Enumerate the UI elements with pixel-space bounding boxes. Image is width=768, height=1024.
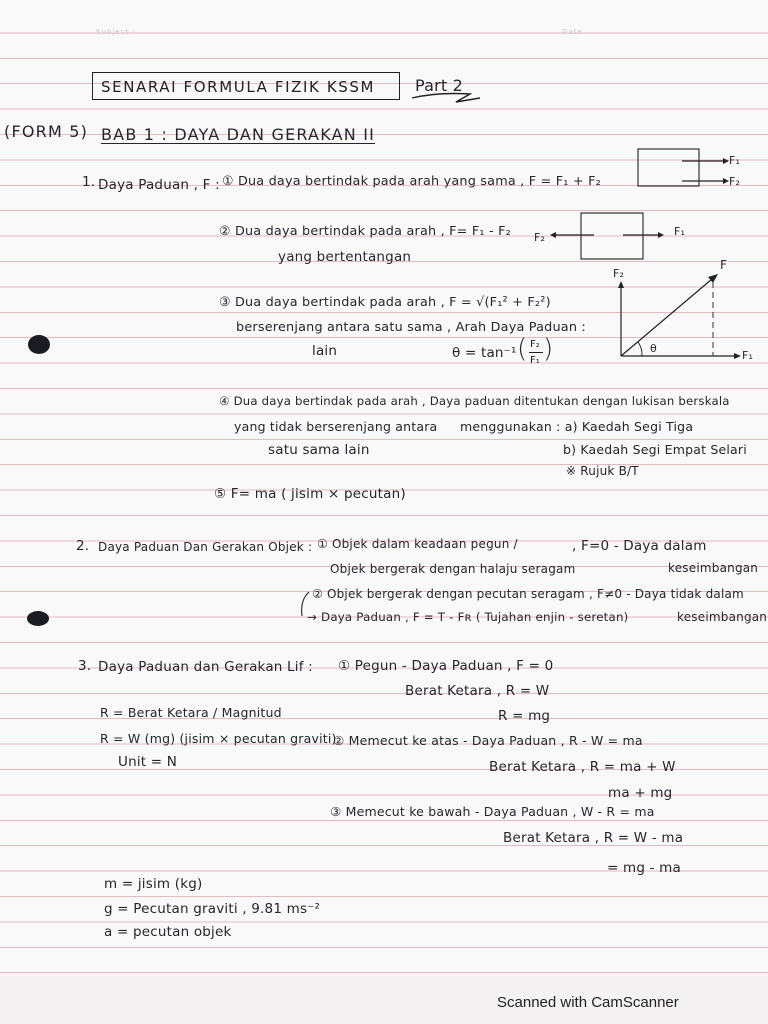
case-2-text: ② Dua daya bertindak pada arah , F= F₁ - F₂ bbox=[219, 224, 511, 239]
r-definition: R = Berat Ketara / Magnitud bbox=[100, 705, 282, 720]
binder-hole bbox=[28, 335, 50, 354]
case-4-reference: ※ Rujuk B/T bbox=[566, 464, 639, 478]
diagram-2-f2: F₂ bbox=[534, 231, 546, 244]
section-2-number: 2. bbox=[76, 538, 90, 554]
diagram-perpendicular bbox=[612, 272, 752, 372]
date-label: Date bbox=[562, 28, 583, 36]
r-formula: R = W (mg) (jisim × pecutan graviti) bbox=[100, 731, 337, 746]
case-2-text-cont: yang bertentangan bbox=[278, 249, 412, 265]
paren-open: ( bbox=[517, 334, 528, 364]
form-label: (FORM 5) bbox=[4, 122, 89, 141]
fraction-top: F₂ bbox=[530, 339, 540, 350]
s2-case-2-balance: keseimbangan bbox=[677, 610, 768, 624]
page-title: SENARAI FORMULA FIZIK KSSM bbox=[101, 78, 376, 96]
s2-case-2-formula: → Daya Paduan , F = T - Fʀ ( Tujahan enjin - seretan) bbox=[307, 610, 629, 624]
s3-case-3-result: = mg - ma bbox=[607, 860, 681, 876]
fraction-bar bbox=[529, 352, 543, 353]
diagram-3-f: F bbox=[720, 258, 728, 272]
s2-case-1-balance: keseimbangan bbox=[668, 561, 759, 575]
part-label: Part 2 bbox=[415, 76, 464, 95]
case-4-method-b: b) Kaedah Segi Empat Selari bbox=[563, 442, 747, 457]
diagram-2-f1: F₁ bbox=[674, 225, 686, 238]
case-4-text-2: yang tidak berserenjang antara bbox=[234, 419, 438, 434]
s3-case-2-weight: Berat Ketara , R = ma + W bbox=[489, 759, 676, 775]
chapter-heading: BAB 1 : DAYA DAN GERAKAN II bbox=[101, 125, 376, 144]
title-box bbox=[92, 72, 400, 100]
case-4-text: ④ Dua daya bertindak pada arah , Daya paduan ditentukan dengan lukisan berskala bbox=[219, 394, 730, 408]
diagram-1-f1: F₁ bbox=[729, 154, 741, 167]
case-3-text-lain: lain bbox=[312, 343, 338, 359]
section-1-label: Daya Paduan , F : bbox=[98, 177, 220, 193]
s3-case-1: ① Pegun - Daya Paduan , F = 0 bbox=[338, 658, 554, 674]
case-5-text: ⑤ F= ma ( jisim × pecutan) bbox=[214, 486, 406, 502]
s3-case-3: ③ Memecut ke bawah - Daya Paduan , W - R = ma bbox=[330, 804, 655, 819]
fraction-bottom: F₁ bbox=[530, 355, 540, 366]
s2-case-1-result: , F=0 - Daya dalam bbox=[572, 538, 707, 554]
legend-g: g = Pecutan graviti , 9.81 ms⁻² bbox=[104, 901, 321, 917]
diagram-1-f2: F₂ bbox=[729, 175, 741, 188]
diagram-3-f1: F₁ bbox=[742, 349, 754, 362]
theta-formula: θ = tan⁻¹ bbox=[452, 345, 517, 361]
section-1-number: 1. bbox=[82, 174, 96, 190]
binder-hole bbox=[27, 611, 49, 626]
s2-case-1: ① Objek dalam keadaan pegun / bbox=[317, 537, 518, 551]
s2-case-2: ② Objek bergerak dengan pecutan seragam , F≠0 - Daya tidak dalam bbox=[312, 587, 744, 601]
r-unit: Unit = N bbox=[118, 754, 178, 770]
section-3-label: Daya Paduan dan Gerakan Lif : bbox=[98, 659, 313, 675]
paren-close: ) bbox=[543, 334, 554, 364]
s3-case-2-result: ma + mg bbox=[608, 785, 673, 801]
diagram-3-f2: F₂ bbox=[613, 267, 625, 280]
legend-m: m = jisim (kg) bbox=[104, 876, 203, 892]
s3-case-1-weight: Berat Ketara , R = W bbox=[405, 683, 550, 699]
legend-a: a = pecutan objek bbox=[104, 924, 232, 940]
camscanner-watermark: Scanned with CamScanner bbox=[497, 994, 679, 1011]
s3-case-2: ② Memecut ke atas - Daya Paduan , R - W = ma bbox=[333, 733, 643, 748]
subject-label: Subject : bbox=[96, 28, 136, 36]
case-1-text: ① Dua daya bertindak pada arah yang sama , F = F₁ + F₂ bbox=[222, 174, 601, 189]
case-3-text-cont: berserenjang antara satu sama , Arah Daya Paduan : bbox=[236, 320, 586, 335]
s2-case-1-cont: Objek bergerak dengan halaju seragam bbox=[330, 562, 576, 576]
diagram-opposite-direction bbox=[548, 212, 678, 262]
section-3-number: 3. bbox=[78, 658, 92, 674]
diagram-3-theta: θ bbox=[650, 342, 657, 355]
s2-arrow bbox=[298, 590, 312, 626]
part-underline bbox=[408, 88, 488, 108]
s3-case-3-weight: Berat Ketara , R = W - ma bbox=[503, 830, 684, 846]
case-3-text: ③ Dua daya bertindak pada arah , F = √(F₁² + F₂²) bbox=[219, 295, 551, 310]
case-4-methods: menggunakan : a) Kaedah Segi Tiga bbox=[460, 419, 694, 434]
section-2-label: Daya Paduan Dan Gerakan Objek : bbox=[98, 540, 313, 554]
case-4-text-3: satu sama lain bbox=[268, 442, 370, 458]
s3-case-1-r: R = mg bbox=[498, 708, 551, 724]
